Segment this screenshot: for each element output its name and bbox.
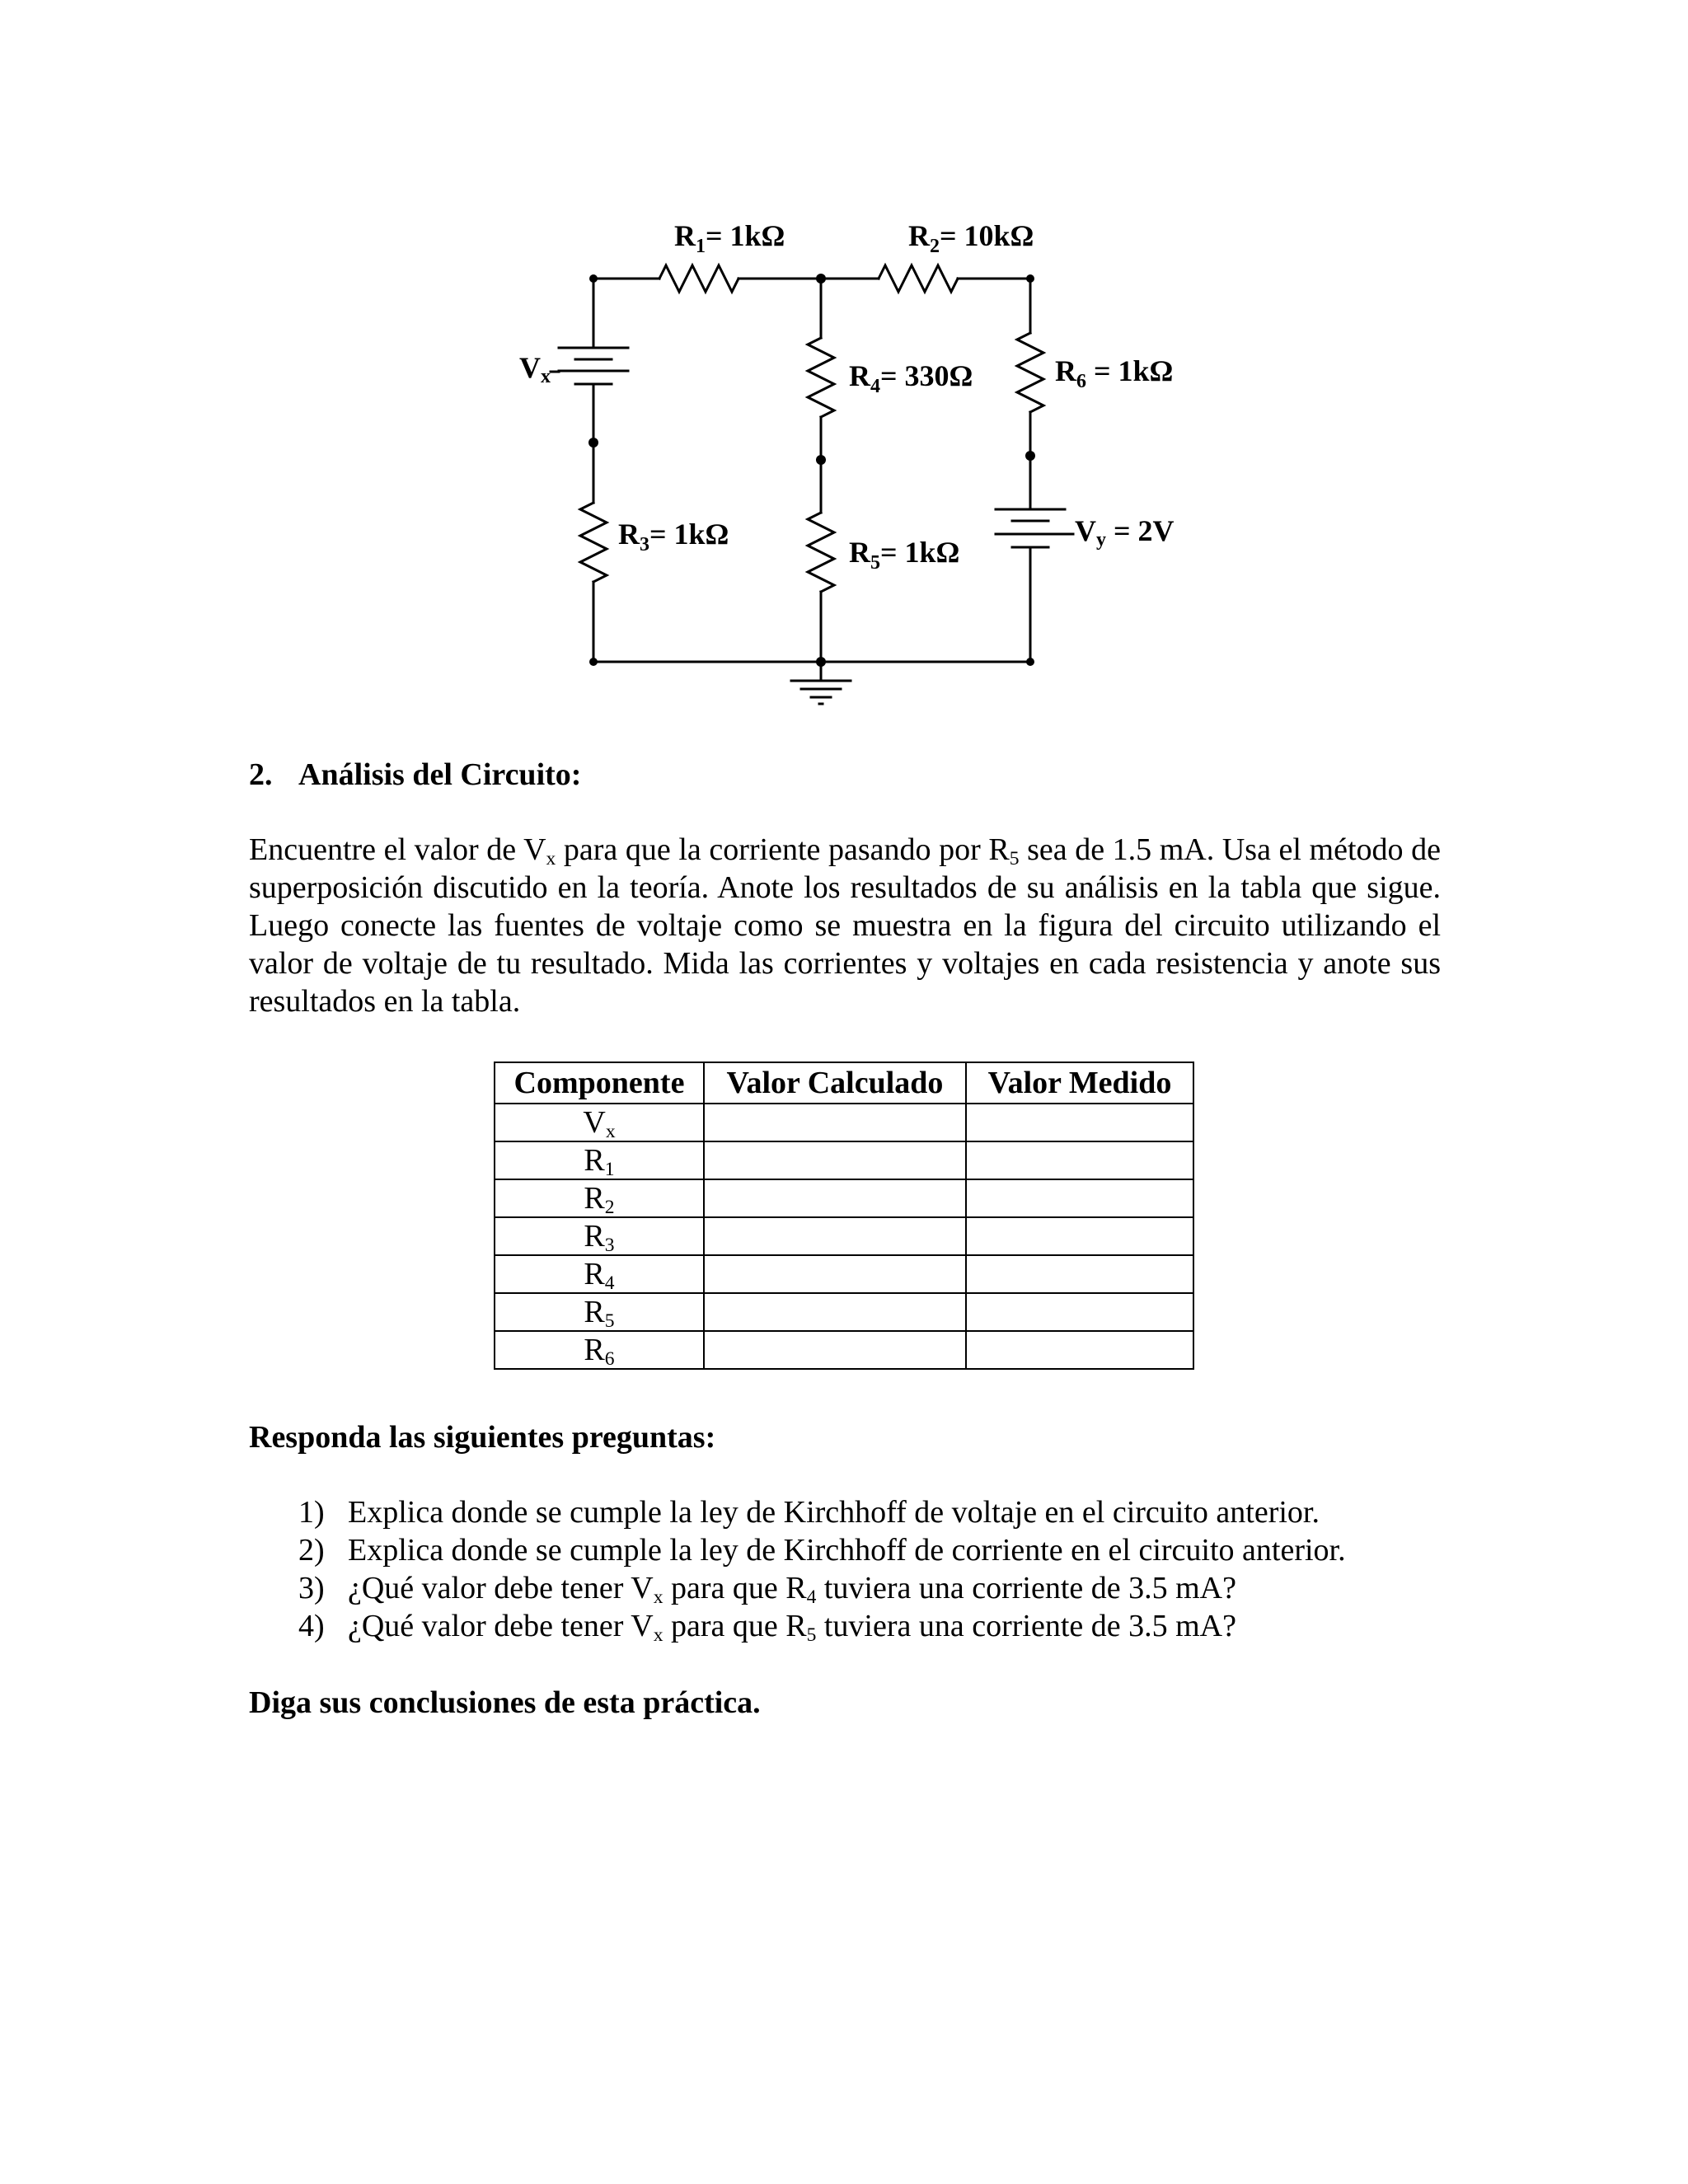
resistor-r5 xyxy=(808,513,834,592)
paragraph-text: Encuentre el valor de V xyxy=(249,832,546,867)
question-number: 1) xyxy=(298,1495,325,1530)
table-row xyxy=(495,1141,1193,1179)
table-header-row xyxy=(495,1062,1193,1104)
measured-value-cell xyxy=(966,1104,1193,1141)
paragraph-text: sea de 1.5 mA. Usa el método de superposición discutido en la teoría. Anote los resultados de su análisis en la tabla que sigue. Luego conecte las fuentes de voltaje como se muestra en la figura del circuito utilizando el valor de voltaje de tu resultado. Mida las corrientes y voltajes en cada resistencia y anote sus resultados en la tabla. xyxy=(249,832,1441,1019)
component-cell: $R_5$ xyxy=(495,1293,704,1331)
question-text: ¿Qué valor debe tener $V_x$ para que $R_4$ tuviera una corriente de 3.5 mA? xyxy=(348,1571,1236,1608)
node-dot xyxy=(816,455,826,465)
column-header: Valor Medido xyxy=(966,1062,1193,1104)
question-item xyxy=(298,1493,1346,1531)
label-r3: $R_3= 1k\Omega$ xyxy=(618,518,729,555)
calculated-value-cell xyxy=(704,1255,966,1293)
results-table xyxy=(494,1062,1194,1370)
paragraph-subscript: x xyxy=(546,847,556,869)
calculated-value-cell xyxy=(704,1104,966,1141)
node-dot xyxy=(588,438,598,448)
table-row xyxy=(495,1331,1193,1369)
measured-value-cell xyxy=(966,1179,1193,1217)
node-dot xyxy=(589,274,598,283)
question-text: Explica donde se cumple la ley de Kirchhoff de voltaje en el circuito anterior. xyxy=(348,1495,1320,1530)
label-vy: Vy = 2V xyxy=(1075,514,1175,551)
question-item xyxy=(298,1569,1346,1607)
question-number: 3) xyxy=(298,1571,325,1605)
resistor-r1 xyxy=(659,265,738,292)
node-dot xyxy=(1025,451,1035,461)
component-cell: $R_6$ xyxy=(495,1331,704,1369)
component-cell: $R_4$ xyxy=(495,1255,704,1293)
component-cell: $R_3$ xyxy=(495,1217,704,1255)
paragraph-text: para que la corriente pasando por R xyxy=(556,832,1010,867)
table-row xyxy=(495,1255,1193,1293)
calculated-value-cell xyxy=(704,1217,966,1255)
table-body xyxy=(495,1104,1193,1369)
conclusions-heading: Diga sus conclusiones de esta práctica. xyxy=(249,1685,761,1720)
resistor-r2 xyxy=(879,265,958,292)
node-dot xyxy=(816,657,826,667)
measured-value-cell xyxy=(966,1217,1193,1255)
question-text: ¿Qué valor debe tener $V_x$ para que $R_5$ tuviera una corriente de 3.5 mA? xyxy=(348,1609,1236,1646)
section-number: 2. xyxy=(249,757,273,792)
calculated-value-cell xyxy=(704,1293,966,1331)
column-header: Valor Calculado xyxy=(704,1062,966,1104)
calculated-value-cell xyxy=(704,1331,966,1369)
instructions-paragraph xyxy=(249,831,1441,1020)
measured-value-cell xyxy=(966,1331,1193,1369)
component-cell: $R_2$ xyxy=(495,1179,704,1217)
measured-value-cell xyxy=(966,1255,1193,1293)
table-row xyxy=(495,1293,1193,1331)
node-dot xyxy=(1026,274,1034,283)
label-r2: $R_2= 10k\Omega$ xyxy=(908,219,1034,257)
node-dot xyxy=(816,274,826,284)
node-dot xyxy=(589,658,598,666)
table-row xyxy=(495,1179,1193,1217)
question-number: 2) xyxy=(298,1533,325,1568)
label-r6: $R_6 = 1k\Omega$ xyxy=(1055,354,1174,392)
circuit-diagram xyxy=(0,0,1688,725)
question-number: 4) xyxy=(298,1609,325,1643)
component-cell: $V_x$ xyxy=(495,1104,704,1141)
resistor-r6 xyxy=(1017,333,1043,412)
resistor-r4 xyxy=(808,338,834,417)
question-text: Explica donde se cumple la ley de Kirchhoff de corriente en el circuito anterior. xyxy=(348,1533,1346,1568)
battery-vx xyxy=(551,348,628,384)
paragraph-subscript: 5 xyxy=(1009,847,1020,869)
section-heading xyxy=(249,757,581,793)
node-dot xyxy=(1026,658,1034,666)
table-row xyxy=(495,1104,1193,1141)
question-item xyxy=(298,1531,1346,1569)
component-cell: $R_1$ xyxy=(495,1141,704,1179)
calculated-value-cell xyxy=(704,1179,966,1217)
label-vx: Vx xyxy=(519,351,551,387)
label-r5: $R_5= 1k\Omega$ xyxy=(849,536,960,574)
column-header: Componente xyxy=(495,1062,704,1104)
resistor-r3 xyxy=(580,503,607,582)
battery-vy xyxy=(996,509,1073,547)
table-row xyxy=(495,1217,1193,1255)
calculated-value-cell xyxy=(704,1141,966,1179)
questions-heading: Responda las siguientes preguntas: xyxy=(249,1420,716,1455)
measured-value-cell xyxy=(966,1293,1193,1331)
questions-list xyxy=(298,1493,1346,1645)
measured-value-cell xyxy=(966,1141,1193,1179)
question-item xyxy=(298,1607,1346,1645)
label-r4: $R_4= 330\Omega$ xyxy=(849,359,973,397)
label-r1: $R_1= 1k\Omega$ xyxy=(674,219,785,257)
ground-symbol xyxy=(791,681,851,704)
section-title: Análisis del Circuito: xyxy=(298,757,582,792)
